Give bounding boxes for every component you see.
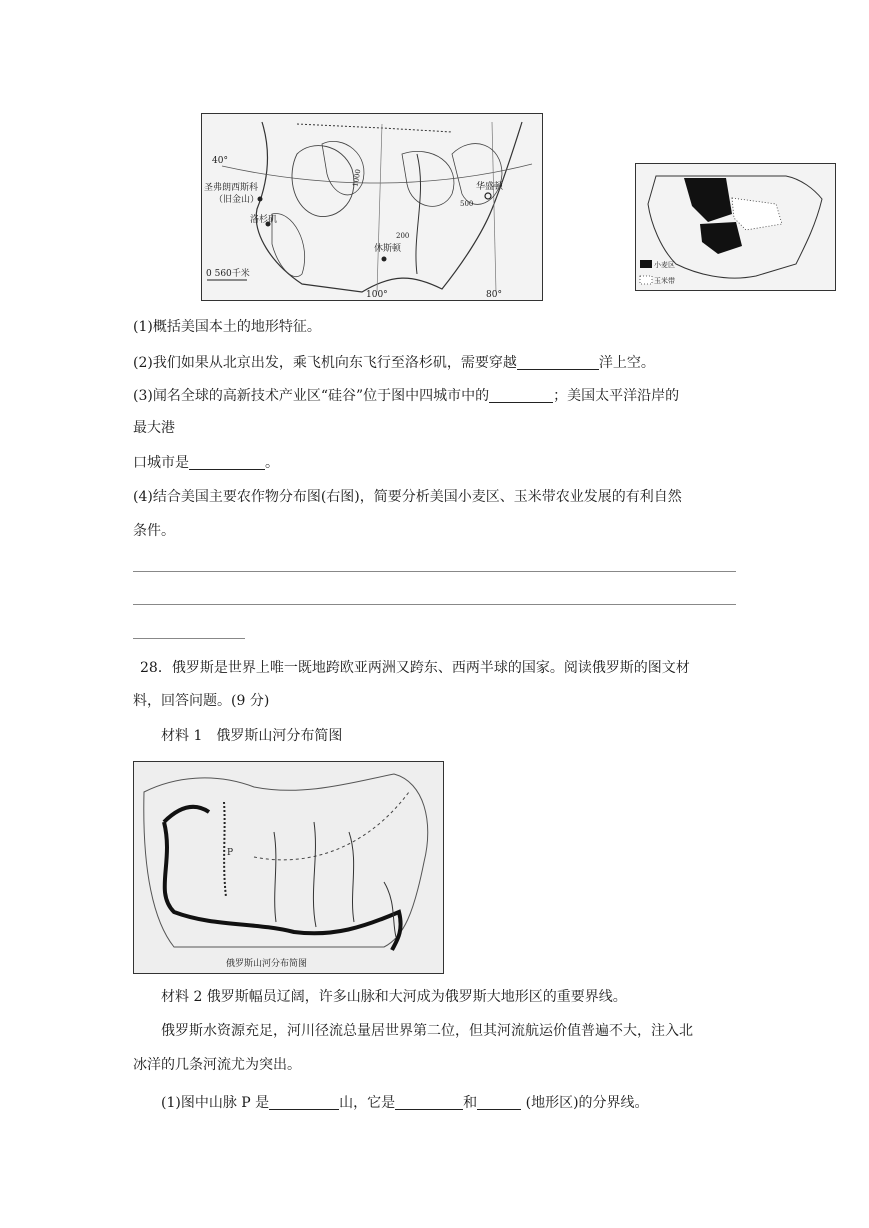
q2-answer-blank[interactable] bbox=[517, 353, 599, 370]
city-washington: 华盛顿 bbox=[476, 182, 504, 192]
q28-sub1-blank-3[interactable] bbox=[477, 1093, 521, 1110]
usa-map-drawing bbox=[202, 114, 542, 300]
crop-map-drawing bbox=[636, 164, 835, 290]
question-1: (1)概括美国本土的地形特征。 bbox=[133, 319, 321, 335]
russia-map-caption: 俄罗斯山河分布简图 bbox=[226, 959, 308, 969]
city-san-francisco-alt: （旧金山） bbox=[214, 195, 260, 205]
lon-100-label: 100° bbox=[366, 290, 388, 300]
answer-line-3[interactable] bbox=[133, 638, 245, 639]
russia-map-drawing bbox=[134, 762, 443, 973]
lat-40-label: 40° bbox=[212, 156, 228, 166]
usa-terrain-map bbox=[201, 113, 543, 301]
q2-text-before: (2)我们如果从北京出发，乘飞机向东飞行至洛杉矶，需要穿越 bbox=[133, 355, 517, 371]
q3-line3-after: 。 bbox=[265, 455, 279, 471]
russia-map bbox=[133, 761, 444, 974]
q28-sub1-blank-2[interactable] bbox=[395, 1093, 463, 1110]
q28-sub1 bbox=[161, 1093, 649, 1113]
q3-text-after: ；美国太平洋沿岸的 bbox=[553, 388, 680, 404]
question-3-line2: 最大港 bbox=[133, 420, 175, 436]
q2-text-after: 洋上空。 bbox=[598, 355, 655, 371]
q3-line3-before: 口城市是 bbox=[133, 455, 189, 471]
mountain-p-label: P bbox=[227, 848, 234, 858]
contour-200-label: 200 bbox=[396, 232, 410, 240]
usa-crop-map bbox=[635, 163, 836, 291]
q28-sub1-blank-1[interactable] bbox=[269, 1093, 339, 1110]
scale-label: 0 560千米 bbox=[206, 269, 250, 279]
q28-intro-line2: 料，回答问题。(9 分) bbox=[133, 693, 270, 709]
question-3 bbox=[133, 386, 679, 406]
q28-material2: 材料 2 俄罗斯幅员辽阔，许多山脉和大河成为俄罗斯大地形区的重要界线。 bbox=[161, 989, 627, 1005]
q28-para2-line1: 俄罗斯水资源充足，河川径流总量居世界第二位，但其河流航运价值普遍不大，注入北 bbox=[161, 1023, 693, 1039]
answer-line-1[interactable] bbox=[133, 571, 736, 572]
legend-corn: 玉米带 bbox=[654, 277, 675, 285]
q28-sub1-a: (1)图中山脉 P 是 bbox=[161, 1095, 270, 1111]
contour-500-label: 500 bbox=[460, 200, 474, 208]
question-2 bbox=[133, 353, 655, 373]
q28-sub1-d: (地形区)的分界线。 bbox=[521, 1095, 649, 1111]
city-los-angeles: 洛杉矶 bbox=[250, 215, 278, 225]
question-4-line1: (4)结合美国主要农作物分布图(右图)，简要分析美国小麦区、玉米带农业发展的有利自然 bbox=[133, 489, 682, 505]
q28-material1-title: 材料 1 俄罗斯山河分布简图 bbox=[161, 728, 343, 744]
q28-sub1-b: 山，它是 bbox=[339, 1095, 396, 1111]
q28-sub1-c: 和 bbox=[463, 1095, 478, 1111]
contour-1000-label: 1000 bbox=[351, 168, 363, 188]
q28-intro-line1: 28．俄罗斯是世界上唯一既地跨欧亚两洲又跨东、西两半球的国家。阅读俄罗斯的图文材 bbox=[140, 660, 690, 676]
legend-wheat: 小麦区 bbox=[654, 261, 675, 269]
city-houston: 休斯顿 bbox=[374, 244, 402, 254]
answer-line-2[interactable] bbox=[133, 604, 736, 605]
q3-answer-blank-1[interactable] bbox=[489, 386, 553, 403]
q28-para2-line2: 冰洋的几条河流尤为突出。 bbox=[133, 1057, 301, 1073]
lon-80-label: 80° bbox=[486, 290, 502, 300]
question-3-line3 bbox=[133, 453, 279, 473]
q3-answer-blank-2[interactable] bbox=[189, 453, 265, 470]
question-4-line2: 条件。 bbox=[133, 523, 175, 539]
q3-text-before: (3)闻名全球的高新技术产业区“硅谷”位于图中四城市中的 bbox=[133, 388, 490, 404]
city-san-francisco: 圣弗朗西斯科 bbox=[204, 183, 259, 193]
